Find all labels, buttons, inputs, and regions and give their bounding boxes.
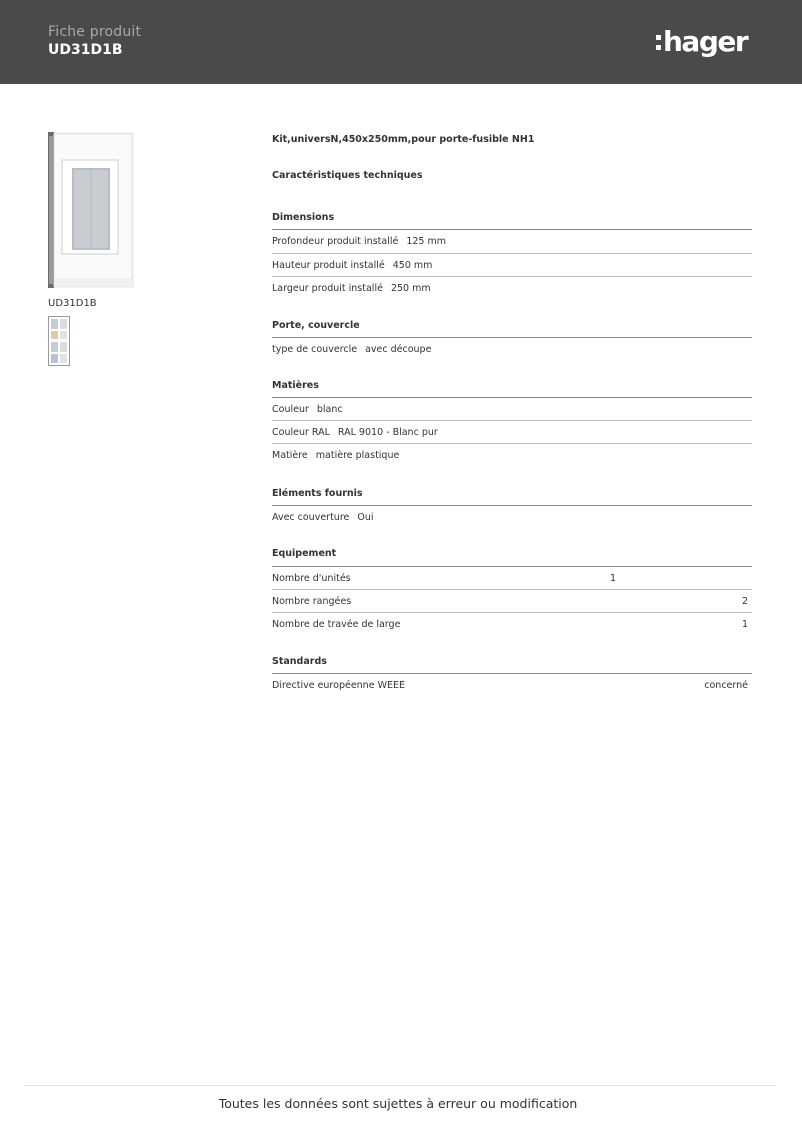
logo-colon-icon	[656, 35, 661, 50]
spec-row	[272, 397, 752, 420]
spec-value: 1	[610, 573, 617, 584]
spec-row	[272, 443, 752, 466]
product-thumbnail[interactable]	[48, 316, 70, 366]
document-type: Fiche produit	[48, 24, 142, 40]
spec-value: 2	[741, 596, 748, 607]
section-equipement-title: Equipement	[272, 548, 337, 559]
spec-row	[272, 566, 752, 589]
product-image	[48, 132, 134, 288]
spec-value: 250 mm	[390, 283, 431, 294]
product-description: Kit,universN,450x250mm,pour porte-fusible NH1	[272, 134, 535, 145]
footer-divider	[24, 1085, 776, 1086]
spec-label: Largeur produit installé	[272, 283, 383, 294]
spec-row	[272, 505, 752, 528]
footer-disclaimer: Toutes les données sont sujettes à erreur ou modification	[218, 1096, 578, 1111]
section-standards-title: Standards	[272, 656, 327, 667]
spec-label: Profondeur produit installé	[272, 236, 399, 247]
spec-value: Oui	[357, 512, 374, 523]
spec-row	[272, 589, 752, 612]
spec-row	[272, 276, 752, 299]
spec-label: type de couvercle	[272, 344, 358, 355]
spec-value: blanc	[316, 404, 343, 415]
spec-value: RAL 9010 - Blanc pur	[337, 427, 438, 438]
product-reference: UD31D1B	[48, 42, 123, 58]
section-fournis-title: Eléments fournis	[272, 488, 363, 499]
spec-label: Avec couverture	[272, 512, 350, 523]
spec-row	[272, 253, 752, 276]
spec-row	[272, 337, 752, 360]
spec-label: Nombre d'unités	[272, 573, 351, 584]
spec-label: Nombre rangées	[272, 596, 352, 607]
spec-row	[272, 229, 752, 252]
spec-value: matière plastique	[315, 450, 400, 461]
spec-label: Directive européenne WEEE	[272, 680, 405, 691]
page-header	[0, 0, 802, 84]
spec-value: 1	[741, 619, 748, 630]
spec-label: Hauteur produit installé	[272, 260, 385, 271]
tech-specs-heading: Caractéristiques techniques	[272, 170, 423, 181]
spec-row	[272, 420, 752, 443]
spec-label: Nombre de travée de large	[272, 619, 401, 630]
spec-value: 450 mm	[392, 260, 433, 271]
spec-row	[272, 673, 752, 696]
hager-logo	[656, 24, 747, 60]
spec-row	[272, 612, 752, 635]
spec-value: concerné	[704, 680, 748, 691]
section-porte-title: Porte, couvercle	[272, 320, 360, 331]
section-dimensions-title: Dimensions	[272, 212, 335, 223]
spec-value: avec découpe	[365, 344, 432, 355]
spec-label: Couleur RAL	[272, 427, 330, 438]
section-matieres-title: Matières	[272, 380, 319, 391]
image-caption: UD31D1B	[48, 298, 97, 309]
spec-label: Couleur	[272, 404, 309, 415]
logo-text: hager	[663, 25, 748, 58]
spec-value: 125 mm	[406, 236, 446, 247]
spec-label: Matière	[272, 450, 308, 461]
